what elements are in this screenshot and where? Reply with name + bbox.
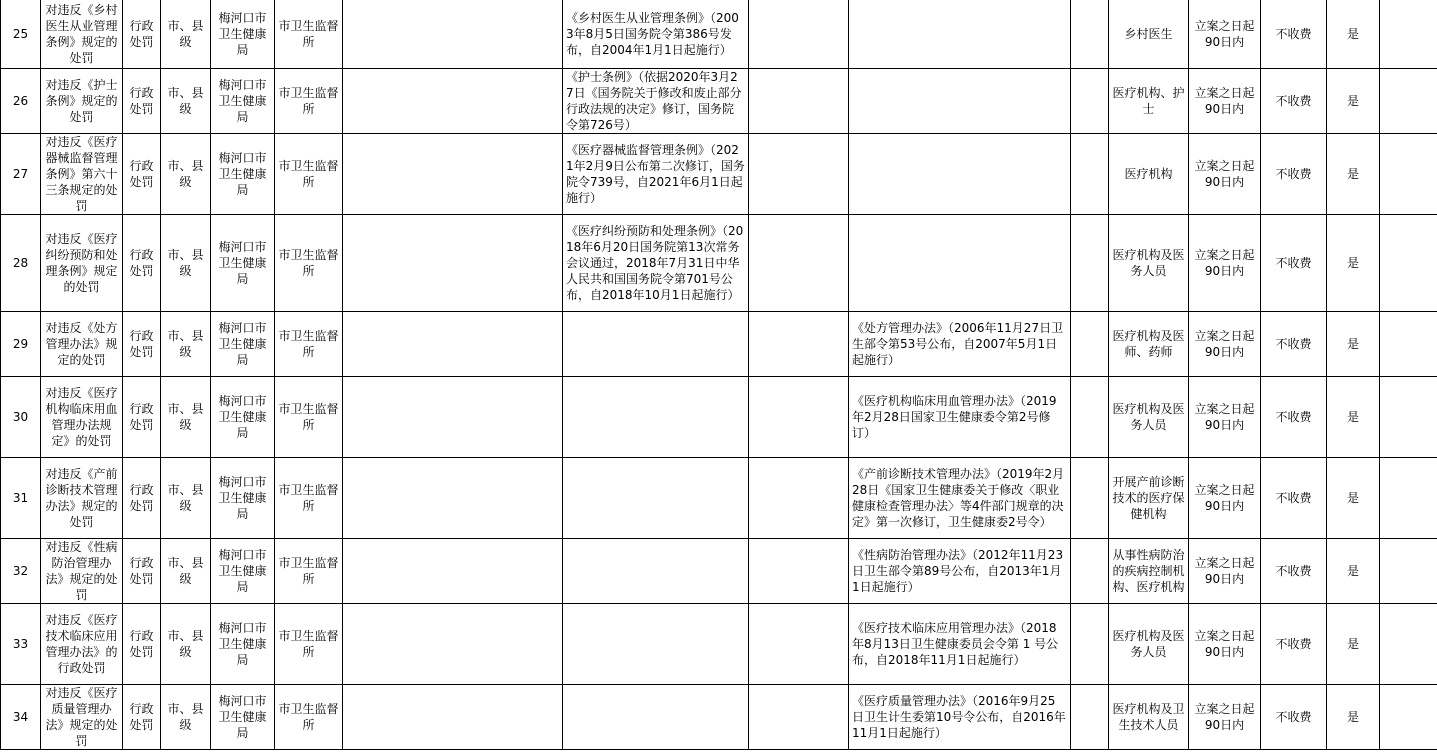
legal-basis-rule[interactable]: 《处方管理办法》（2006年11月27日卫生部令第53号公布，自2007年5月1日起施行） (849, 312, 1071, 377)
item-name[interactable]: 对违反《护士条例》规定的处罚 (41, 69, 123, 134)
department[interactable]: 梅河口市卫生健康局 (211, 539, 275, 604)
legal-basis-regulation[interactable] (563, 312, 749, 377)
row-number[interactable]: 25 (1, 0, 41, 69)
blank-cell[interactable] (749, 69, 849, 134)
fee-status[interactable]: 不收费 (1261, 458, 1327, 539)
row-number[interactable]: 30 (1, 377, 41, 458)
blank-cell[interactable] (749, 604, 849, 685)
table-row (1, 685, 1437, 750)
item-level[interactable]: 市、县级 (161, 69, 211, 134)
legal-basis-rule[interactable]: 《医疗技术临床应用管理办法》（2018年8月13日卫生健康委员会令第 1 号公布，自2018年11月1日起施行） (849, 604, 1071, 685)
item-name[interactable]: 对违反《医疗纠纷预防和处理条例》规定的处罚 (41, 215, 123, 312)
blank-cell[interactable] (749, 685, 849, 750)
legal-basis-rule[interactable] (849, 215, 1071, 312)
fee-status[interactable]: 不收费 (1261, 685, 1327, 750)
legal-basis-rule[interactable]: 《产前诊断技术管理办法》（2019年2月28日《国家卫生健康委关于修改〈职业健康检查管理办法〉等4件部门规章的决定》第一次修订，卫生健康委2号令） (849, 458, 1071, 539)
table-row (1, 377, 1437, 458)
department[interactable]: 梅河口市卫生健康局 (211, 215, 275, 312)
department[interactable]: 梅河口市卫生健康局 (211, 604, 275, 685)
blank-cell[interactable] (343, 0, 563, 69)
online-flag[interactable]: 是 (1327, 0, 1380, 69)
implementing-unit[interactable]: 市卫生监督所 (275, 215, 343, 312)
item-name[interactable]: 对违反《乡村医生从业管理条例》规定的处罚 (41, 0, 123, 69)
processing-deadline[interactable]: 立案之日起90日内 (1189, 0, 1261, 69)
blank-cell[interactable] (1071, 134, 1109, 215)
implementing-unit[interactable]: 市卫生监督所 (275, 134, 343, 215)
fee-status[interactable]: 不收费 (1261, 134, 1327, 215)
penalty-target[interactable]: 医疗机构及医师、药师 (1109, 312, 1189, 377)
penalty-target[interactable]: 从事性病防治的疾病控制机构、医疗机构 (1109, 539, 1189, 604)
online-flag[interactable]: 是 (1327, 377, 1380, 458)
blank-cell[interactable] (1380, 604, 1437, 685)
blank-cell[interactable] (749, 539, 849, 604)
blank-cell[interactable] (343, 69, 563, 134)
blank-cell[interactable] (1380, 458, 1437, 539)
item-category[interactable]: 行政处罚 (123, 377, 161, 458)
item-level[interactable]: 市、县级 (161, 134, 211, 215)
legal-basis-regulation[interactable] (563, 458, 749, 539)
table-row (1, 69, 1437, 134)
blank-cell[interactable] (1380, 0, 1437, 69)
row-number[interactable]: 29 (1, 312, 41, 377)
item-level[interactable]: 市、县级 (161, 458, 211, 539)
item-category[interactable]: 行政处罚 (123, 312, 161, 377)
legal-basis-rule[interactable] (849, 134, 1071, 215)
blank-cell[interactable] (343, 685, 563, 750)
item-level[interactable]: 市、县级 (161, 215, 211, 312)
blank-cell[interactable] (1071, 377, 1109, 458)
item-category[interactable]: 行政处罚 (123, 539, 161, 604)
item-level[interactable]: 市、县级 (161, 685, 211, 750)
department[interactable]: 梅河口市卫生健康局 (211, 312, 275, 377)
blank-cell[interactable] (749, 215, 849, 312)
penalty-target[interactable]: 医疗机构及医务人员 (1109, 377, 1189, 458)
online-flag[interactable]: 是 (1327, 458, 1380, 539)
legal-basis-regulation[interactable]: 《医疗器械监督管理条例》（2021年2月9日公布第二次修订，国务院令739号，自2021年6月1日起施行） (563, 134, 749, 215)
online-flag[interactable]: 是 (1327, 134, 1380, 215)
processing-deadline[interactable]: 立案之日起90日内 (1189, 312, 1261, 377)
blank-cell[interactable] (1380, 134, 1437, 215)
blank-cell[interactable] (1071, 0, 1109, 69)
online-flag[interactable]: 是 (1327, 69, 1380, 134)
item-category[interactable]: 行政处罚 (123, 215, 161, 312)
table-row (1, 604, 1437, 685)
blank-cell[interactable] (343, 604, 563, 685)
item-category[interactable]: 行政处罚 (123, 0, 161, 69)
item-level[interactable]: 市、县级 (161, 312, 211, 377)
blank-cell[interactable] (749, 458, 849, 539)
legal-basis-regulation[interactable] (563, 685, 749, 750)
item-level[interactable]: 市、县级 (161, 377, 211, 458)
blank-cell[interactable] (749, 377, 849, 458)
blank-cell[interactable] (343, 134, 563, 215)
penalty-target[interactable]: 乡村医生 (1109, 0, 1189, 69)
processing-deadline[interactable]: 立案之日起90日内 (1189, 215, 1261, 312)
online-flag[interactable]: 是 (1327, 539, 1380, 604)
item-name[interactable]: 对违反《处方管理办法》规定的处罚 (41, 312, 123, 377)
blank-cell[interactable] (1380, 377, 1437, 458)
item-category[interactable]: 行政处罚 (123, 458, 161, 539)
online-flag[interactable]: 是 (1327, 685, 1380, 750)
legal-basis-regulation[interactable]: 《护士条例》（依据2020年3月27日《国务院关于修改和废止部分行政法规的决定》修订，国务院令第726号） (563, 69, 749, 134)
blank-cell[interactable] (1380, 69, 1437, 134)
row-number[interactable]: 32 (1, 539, 41, 604)
blank-cell[interactable] (343, 539, 563, 604)
item-name[interactable]: 对违反《医疗机构临床用血管理办法规定》的处罚 (41, 377, 123, 458)
legal-basis-rule[interactable]: 《医疗质量管理办法》（2016年9月25日卫生计生委第10号令公布，自2016年11月1日起施行） (849, 685, 1071, 750)
row-number[interactable]: 34 (1, 685, 41, 750)
item-level[interactable]: 市、县级 (161, 539, 211, 604)
legal-basis-rule[interactable] (849, 0, 1071, 69)
item-category[interactable]: 行政处罚 (123, 69, 161, 134)
fee-status[interactable]: 不收费 (1261, 539, 1327, 604)
row-number[interactable]: 26 (1, 69, 41, 134)
blank-cell[interactable] (1071, 685, 1109, 750)
processing-deadline[interactable]: 立案之日起90日内 (1189, 134, 1261, 215)
item-category[interactable]: 行政处罚 (123, 685, 161, 750)
item-category[interactable]: 行政处罚 (123, 604, 161, 685)
row-number[interactable]: 33 (1, 604, 41, 685)
fee-status[interactable]: 不收费 (1261, 377, 1327, 458)
legal-basis-regulation[interactable] (563, 604, 749, 685)
department[interactable]: 梅河口市卫生健康局 (211, 685, 275, 750)
department[interactable]: 梅河口市卫生健康局 (211, 458, 275, 539)
blank-cell[interactable] (343, 377, 563, 458)
fee-status[interactable]: 不收费 (1261, 215, 1327, 312)
blank-cell[interactable] (343, 458, 563, 539)
implementing-unit[interactable]: 市卫生监督所 (275, 377, 343, 458)
processing-deadline[interactable]: 立案之日起90日内 (1189, 685, 1261, 750)
blank-cell[interactable] (1071, 539, 1109, 604)
department[interactable]: 梅河口市卫生健康局 (211, 0, 275, 69)
blank-cell[interactable] (1380, 685, 1437, 750)
item-name[interactable]: 对违反《医疗器械监督管理条例》第六十三条规定的处罚 (41, 134, 123, 215)
legal-basis-rule[interactable]: 《医疗机构临床用血管理办法》（2019年2月28日国家卫生健康委令第2号修订） (849, 377, 1071, 458)
department[interactable]: 梅河口市卫生健康局 (211, 377, 275, 458)
legal-basis-regulation[interactable] (563, 377, 749, 458)
processing-deadline[interactable]: 立案之日起90日内 (1189, 539, 1261, 604)
penalty-target[interactable]: 医疗机构及卫生技术人员 (1109, 685, 1189, 750)
table-body (1, 0, 1437, 750)
implementing-unit[interactable]: 市卫生监督所 (275, 604, 343, 685)
item-level[interactable]: 市、县级 (161, 0, 211, 69)
online-flag[interactable]: 是 (1327, 312, 1380, 377)
implementing-unit[interactable]: 市卫生监督所 (275, 69, 343, 134)
table-row (1, 539, 1437, 604)
blank-cell[interactable] (1071, 458, 1109, 539)
blank-cell[interactable] (1071, 312, 1109, 377)
penalty-target[interactable]: 医疗机构及医务人员 (1109, 604, 1189, 685)
implementing-unit[interactable]: 市卫生监督所 (275, 0, 343, 69)
blank-cell[interactable] (1380, 215, 1437, 312)
item-name[interactable]: 对违反《产前诊断技术管理办法》规定的处罚 (41, 458, 123, 539)
fee-status[interactable]: 不收费 (1261, 312, 1327, 377)
table-row (1, 215, 1437, 312)
legal-basis-regulation[interactable]: 《乡村医生从业管理条例》（2003年8月5日国务院令第386号发布，自2004年1月1日起施行） (563, 0, 749, 69)
processing-deadline[interactable]: 立案之日起90日内 (1189, 377, 1261, 458)
implementing-unit[interactable]: 市卫生监督所 (275, 458, 343, 539)
processing-deadline[interactable]: 立案之日起90日内 (1189, 69, 1261, 134)
blank-cell[interactable] (1071, 69, 1109, 134)
processing-deadline[interactable]: 立案之日起90日内 (1189, 458, 1261, 539)
table-row (1, 134, 1437, 215)
blank-cell[interactable] (1380, 312, 1437, 377)
legal-basis-regulation[interactable]: 《医疗纠纷预防和处理条例》（2018年6月20日国务院第13次常务会议通过，2018年7月31日中华人民共和国国务院令第701号公布，自2018年10月1日起施行） (563, 215, 749, 312)
item-name[interactable]: 对违反《医疗质量管理办法》规定的处罚 (41, 685, 123, 750)
processing-deadline[interactable]: 立案之日起90日内 (1189, 604, 1261, 685)
department[interactable]: 梅河口市卫生健康局 (211, 134, 275, 215)
item-name[interactable]: 对违反《医疗技术临床应用管理办法》的行政处罚 (41, 604, 123, 685)
penalty-target[interactable]: 开展产前诊断技术的医疗保健机构 (1109, 458, 1189, 539)
online-flag[interactable]: 是 (1327, 604, 1380, 685)
legal-basis-regulation[interactable] (563, 539, 749, 604)
blank-cell[interactable] (1071, 604, 1109, 685)
legal-basis-rule[interactable] (849, 69, 1071, 134)
penalty-target[interactable]: 医疗机构、护士 (1109, 69, 1189, 134)
blank-cell[interactable] (1380, 539, 1437, 604)
fee-status[interactable]: 不收费 (1261, 604, 1327, 685)
row-number[interactable]: 31 (1, 458, 41, 539)
table-row (1, 312, 1437, 377)
implementing-unit[interactable]: 市卫生监督所 (275, 312, 343, 377)
row-number[interactable]: 27 (1, 134, 41, 215)
table-row (1, 458, 1437, 539)
item-category[interactable]: 行政处罚 (123, 134, 161, 215)
legal-basis-rule[interactable]: 《性病防治管理办法》（2012年11月23日卫生部令第89号公布，自2013年1月1日起施行） (849, 539, 1071, 604)
blank-cell[interactable] (749, 134, 849, 215)
blank-cell[interactable] (749, 0, 849, 69)
online-flag[interactable]: 是 (1327, 215, 1380, 312)
fee-status[interactable]: 不收费 (1261, 0, 1327, 69)
blank-cell[interactable] (1071, 215, 1109, 312)
penalty-target[interactable]: 医疗机构 (1109, 134, 1189, 215)
blank-cell[interactable] (343, 215, 563, 312)
department[interactable]: 梅河口市卫生健康局 (211, 69, 275, 134)
penalty-target[interactable]: 医疗机构及医务人员 (1109, 215, 1189, 312)
fee-status[interactable]: 不收费 (1261, 69, 1327, 134)
blank-cell[interactable] (749, 312, 849, 377)
implementing-unit[interactable]: 市卫生监督所 (275, 685, 343, 750)
implementing-unit[interactable]: 市卫生监督所 (275, 539, 343, 604)
table-row (1, 0, 1437, 69)
row-number[interactable]: 28 (1, 215, 41, 312)
item-name[interactable]: 对违反《性病防治管理办法》规定的处罚 (41, 539, 123, 604)
item-level[interactable]: 市、县级 (161, 604, 211, 685)
blank-cell[interactable] (343, 312, 563, 377)
